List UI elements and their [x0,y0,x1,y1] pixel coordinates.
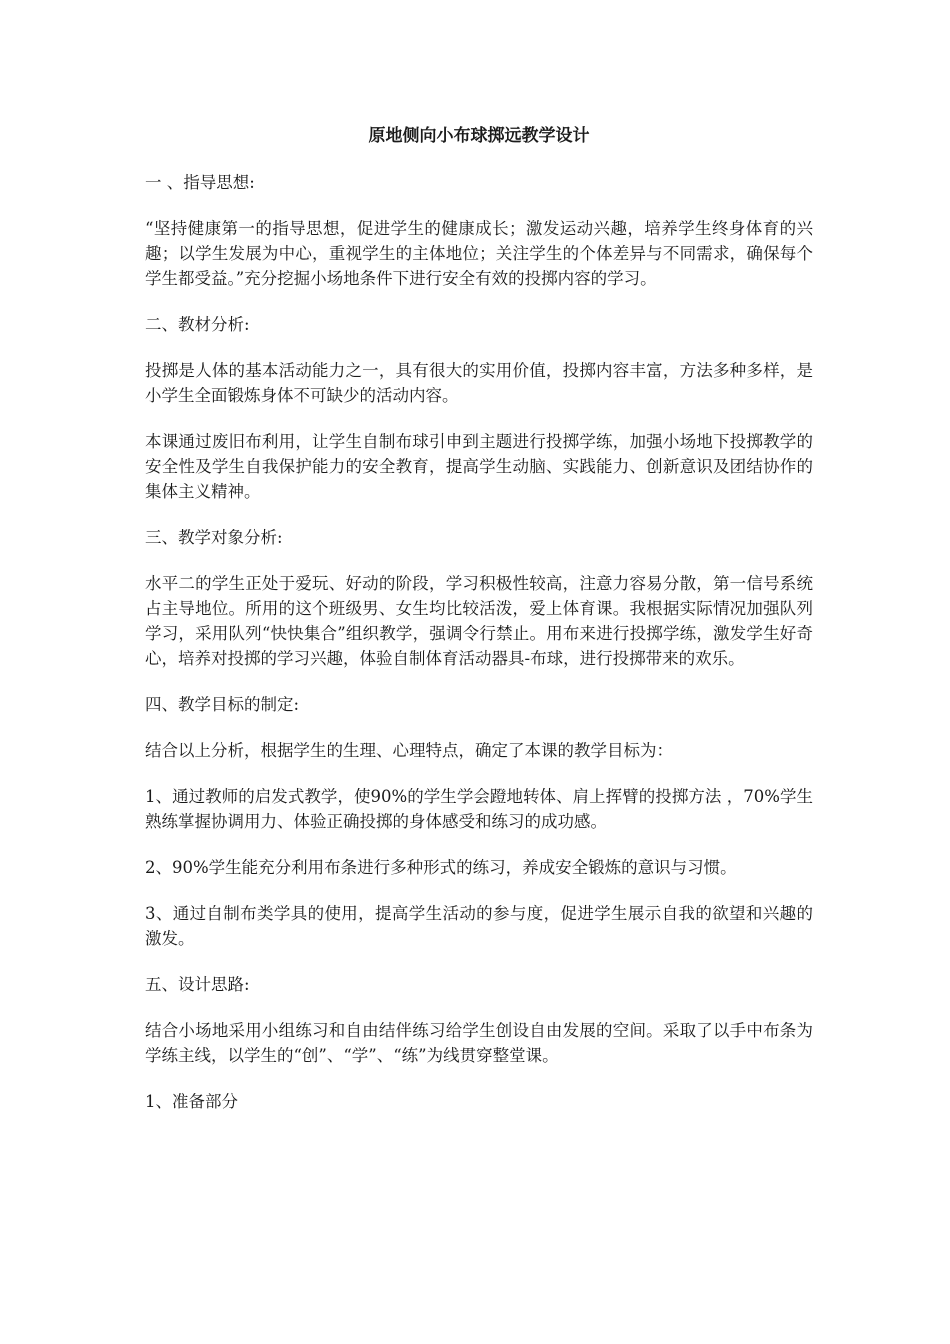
paragraph-material-analysis-2: 本课通过废旧布利用，让学生自制布球引申到主题进行投掷学练，加强小场地下投掷教学的安全性及学生自我保护能力的安全教育，提高学生动脑、实践能力、创新意识及团结协作的集体主义精神。 [145,432,813,501]
subheading-preparation: 1、准备部分 [145,1092,238,1111]
section-heading-teaching-goals: 四、教学目标的制定: [145,695,300,714]
section-heading-design-idea: 五、设计思路: [145,975,250,994]
section-heading-guiding-ideology: 一 、指导思想: [145,173,255,192]
paragraph-guiding-ideology: “坚持健康第一的指导思想，促进学生的健康成长；激发运动兴趣，培养学生终身体育的兴趣；以学生发展为中心，重视学生的主体地位；关注学生的个体差异与不同需求，确保每个学生都受益。”充分挖掘小场地条件下进行安全有效的投掷内容的学习。 [145,219,813,288]
section-heading-student-analysis: 三、教学对象分析: [145,528,283,547]
paragraph-goal-2: 2、90%学生能充分利用布条进行多种形式的练习，养成安全锻炼的意识与习惯。 [145,858,737,877]
paragraph-teaching-goals-intro: 结合以上分析，根据学生的生理、心理特点，确定了本课的教学目标为： [145,741,673,760]
document-page [145,122,813,1135]
paragraph-design-idea: 结合小场地采用小组练习和自由结伴练习给学生创设自由发展的空间。采取了以手中布条为学练主线，以学生的“创”、“学”、“练”为线贯穿整堂课。 [145,1021,813,1065]
paragraph-goal-3: 3、通过自制布类学具的使用，提高学生活动的参与度，促进学生展示自我的欲望和兴趣的激发。 [145,904,813,948]
paragraph-material-analysis-1: 投掷是人体的基本活动能力之一，具有很大的实用价值，投掷内容丰富，方法多种多样，是小学生全面锻炼身体不可缺少的活动内容。 [145,361,813,405]
paragraph-student-analysis: 水平二的学生正处于爱玩、好动的阶段，学习积极性较高，注意力容易分散，第一信号系统占主导地位。所用的这个班级男、女生均比较活泼，爱上体育课。我根据实际情况加强队列学习，采用队列“快快集合”组织教学，强调令行禁止。用布来进行投掷学练，激发学生好奇心，培养对投掷的学习兴趣，体验自制体育活动器具-布球，进行投掷带来的欢乐。 [145,574,813,668]
paragraph-goal-1: 1、通过教师的启发式教学，使90%的学生学会蹬地转体、肩上挥臂的投掷方法 ，70%学生熟练掌握协调用力、体验正确投掷的身体感受和练习的成功感。 [145,787,813,831]
document-title: 原地侧向小布球掷远教学设计 [368,126,590,146]
section-heading-material-analysis: 二、教材分析: [145,315,250,334]
